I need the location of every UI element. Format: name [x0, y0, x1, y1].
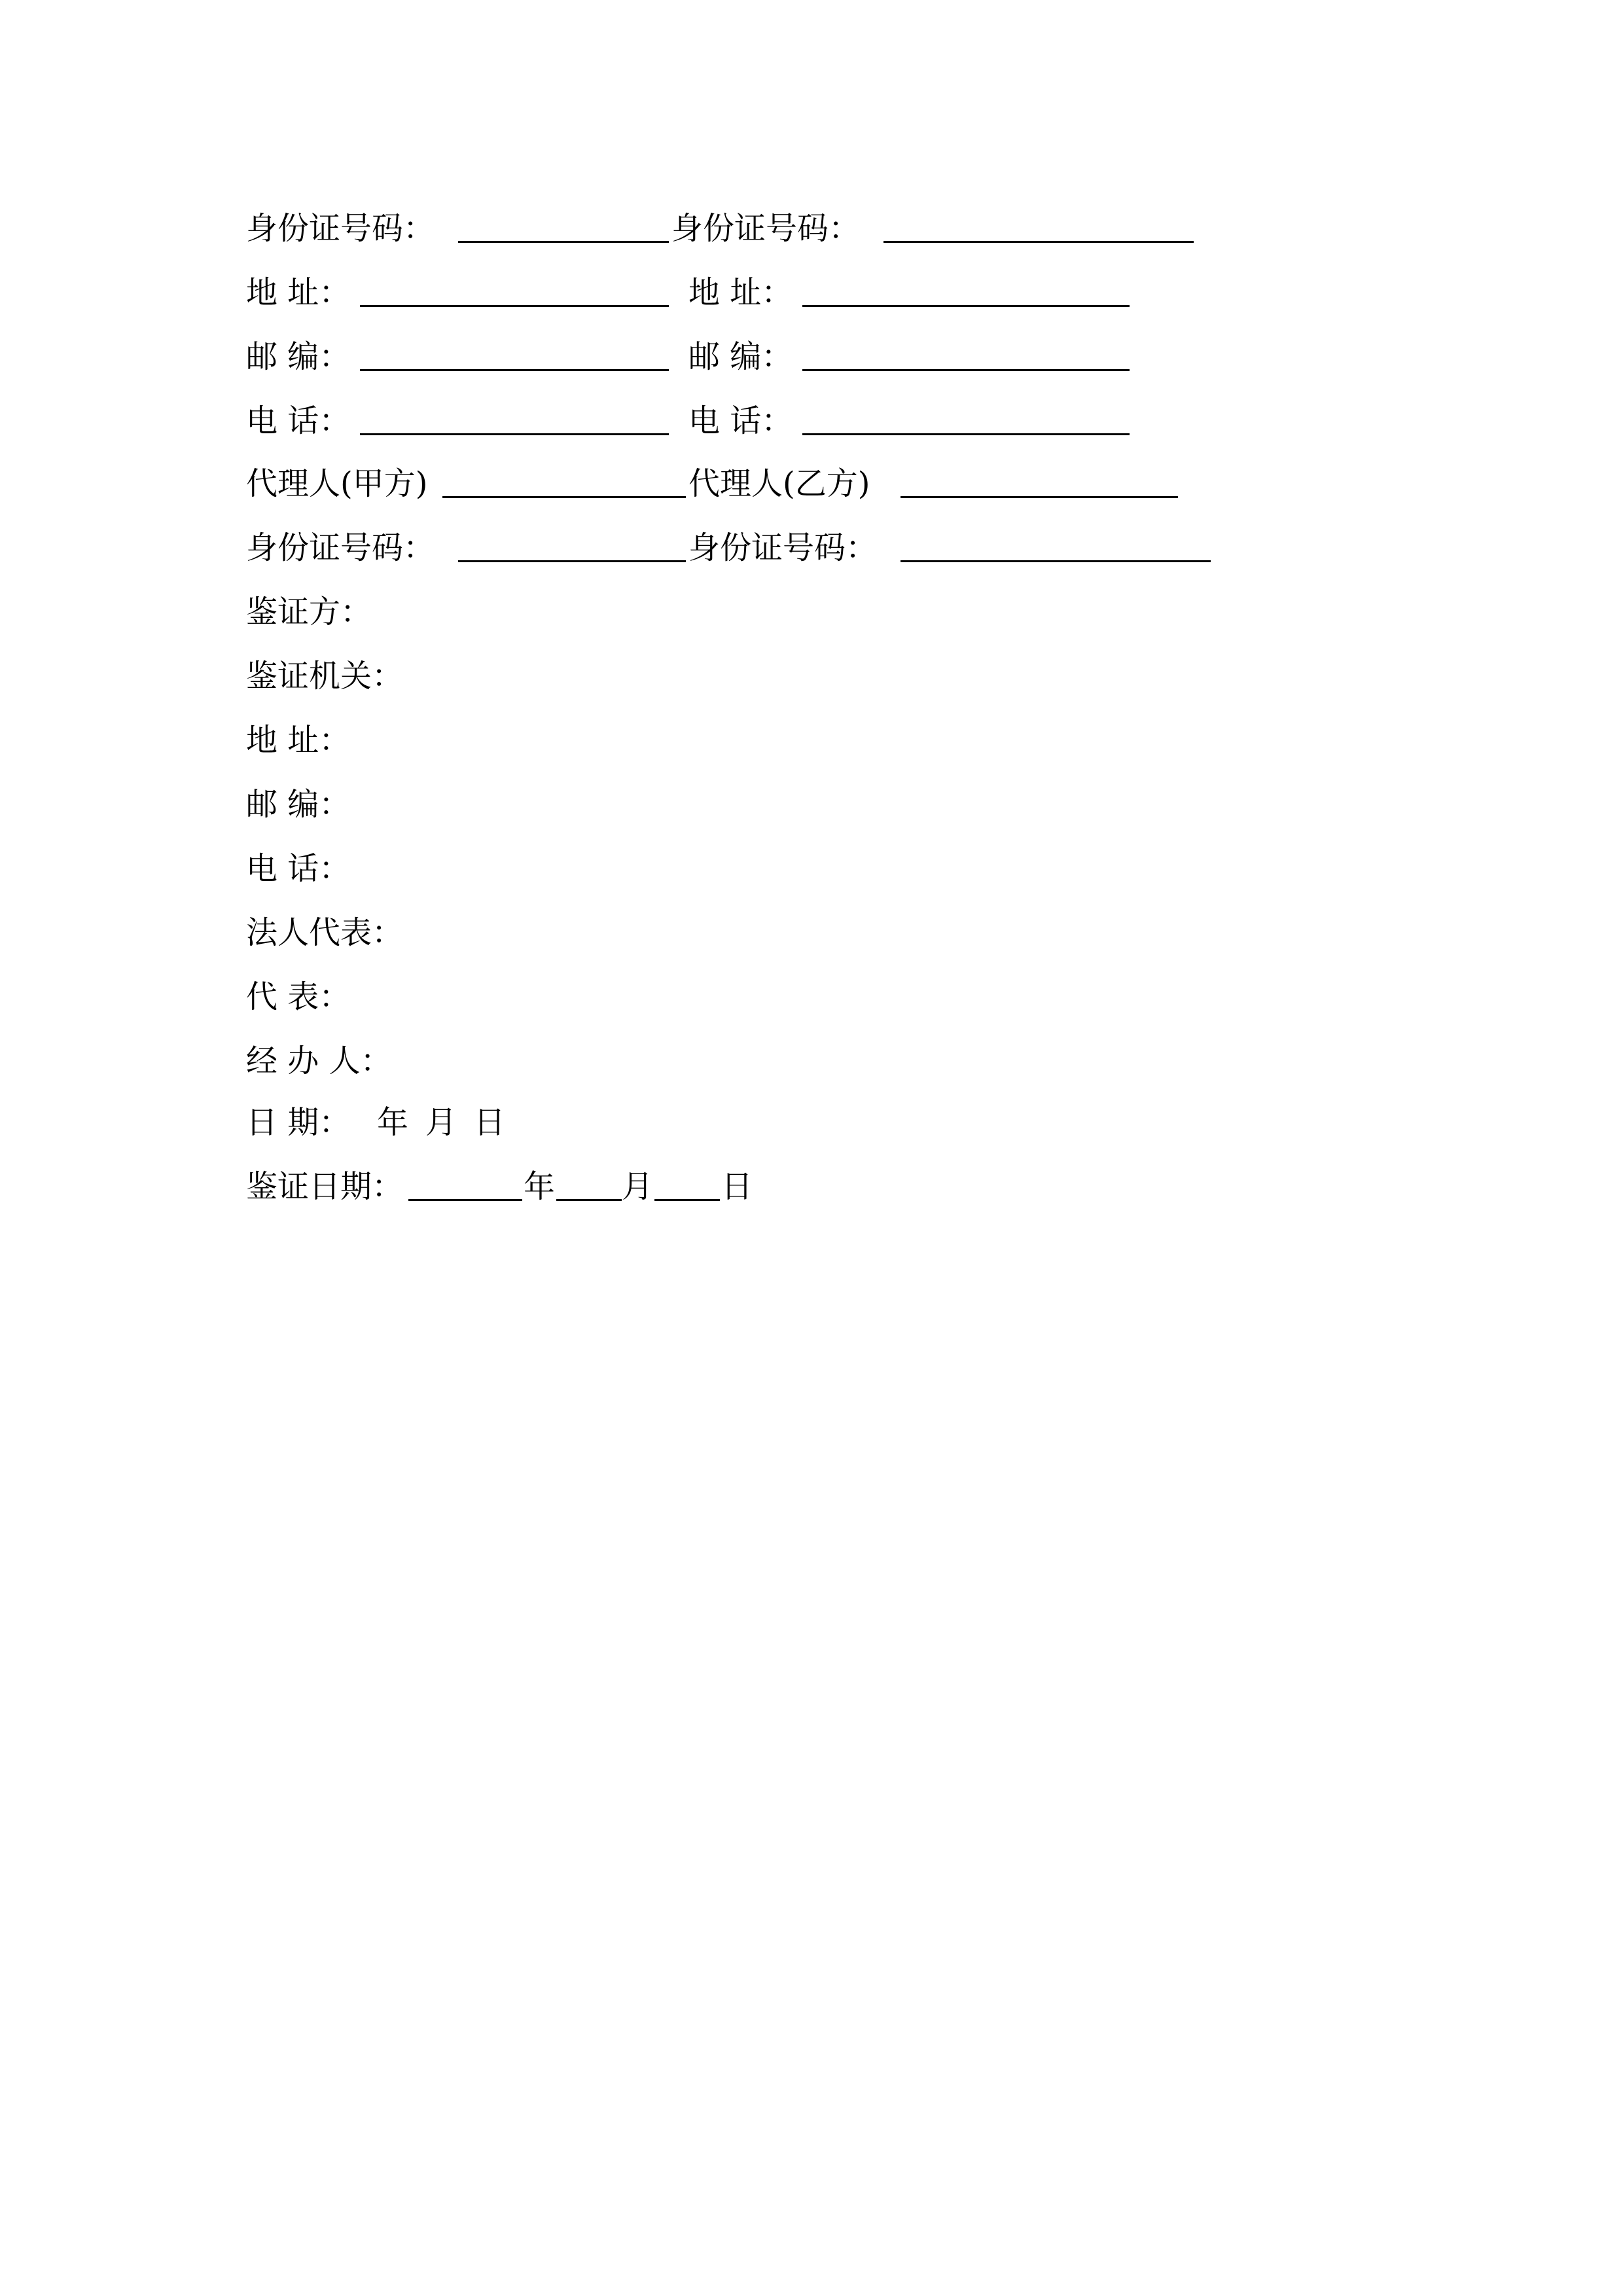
id-number-blank-b[interactable]: [883, 241, 1194, 243]
notary-date-day-unit: 日: [721, 1168, 753, 1205]
agent-id-number-blank-b[interactable]: [901, 560, 1211, 562]
notary-date-year-unit: 年: [524, 1168, 556, 1205]
id-number-label-b: 身份证号码：: [671, 210, 861, 247]
agent-b-label: 代理人(乙方): [688, 465, 870, 502]
notary-org-label: 鉴证机关：: [246, 658, 404, 694]
legal-rep-label: 法人代表：: [246, 914, 404, 951]
agent-id-number-blank-a[interactable]: [458, 560, 686, 562]
address-blank-a[interactable]: [360, 305, 669, 307]
notary-party-label: 鉴证方：: [246, 594, 372, 630]
address-blank-b[interactable]: [802, 305, 1130, 307]
postcode-blank-a[interactable]: [360, 369, 669, 371]
date-day-unit: 日: [474, 1104, 506, 1141]
agent-id-number-label-a: 身份证号码：: [246, 529, 435, 566]
postcode-blank-b[interactable]: [802, 369, 1130, 371]
notary-date-year-blank[interactable]: [408, 1199, 522, 1201]
agent-id-number-label-b: 身份证号码：: [688, 529, 878, 566]
date-month-unit: 月: [425, 1104, 457, 1141]
rep-label: 代 表：: [246, 978, 351, 1015]
address-label-b: 地 址：: [688, 274, 793, 311]
phone-label-a: 电 话：: [246, 403, 351, 439]
id-number-label-a: 身份证号码：: [246, 210, 435, 247]
notary-address-label: 地 址：: [246, 722, 351, 759]
agent-a-label: 代理人(甲方): [246, 465, 428, 502]
address-label-a: 地 址：: [246, 274, 351, 311]
notary-postcode-label: 邮 编：: [246, 786, 351, 823]
agent-b-blank[interactable]: [901, 496, 1178, 498]
notary-phone-label: 电 话：: [246, 850, 351, 887]
notary-date-label: 鉴证日期：: [246, 1168, 404, 1205]
phone-blank-b[interactable]: [802, 433, 1130, 435]
phone-label-b: 电 话：: [688, 403, 793, 439]
postcode-label-a: 邮 编：: [246, 338, 351, 375]
notary-date-day-blank[interactable]: [654, 1199, 720, 1201]
postcode-label-b: 邮 编：: [688, 338, 793, 375]
phone-blank-a[interactable]: [360, 433, 669, 435]
id-number-blank-a[interactable]: [458, 241, 669, 243]
date-label: 日 期：: [246, 1104, 351, 1141]
notary-date-month-unit: 月: [622, 1168, 654, 1205]
notary-date-month-blank[interactable]: [556, 1199, 622, 1201]
agent-a-blank[interactable]: [442, 496, 686, 498]
handler-label: 经 办 人：: [246, 1043, 392, 1079]
date-year-unit: 年: [377, 1104, 409, 1141]
